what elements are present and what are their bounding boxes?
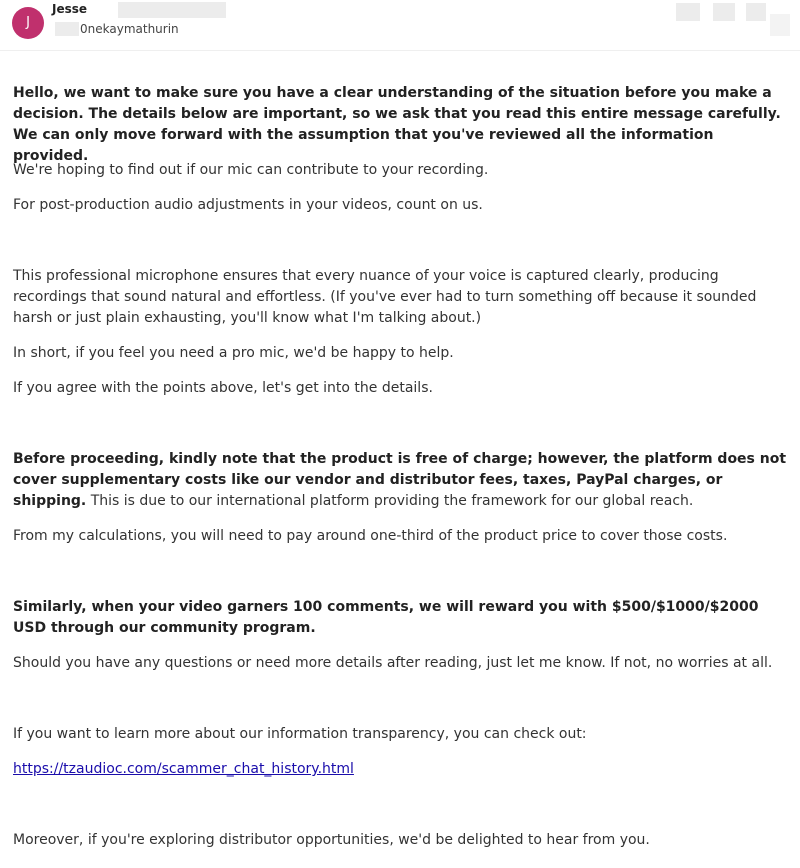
- paragraph-distributor: Moreover, if you're exploring distributor opportunities, we'd be delighted to hear from you.: [13, 832, 650, 848]
- proceed-rest-text: This is due to our international platform providing the framework for our global reach.: [86, 493, 694, 509]
- paragraph-professional: This professional microphone ensures that every nuance of your voice is captured clearly, producing recordings that sound natural and effortless. (If you've ever had to turn something off because it sounded harsh or just plain exhausting, you'll know what I'm talking about.): [13, 268, 757, 326]
- redacted-region: [713, 3, 735, 21]
- sender-handle[interactable]: 0nekaymathurin: [80, 22, 179, 36]
- paragraph-hoping: We're hoping to find out if our mic can contribute to your recording.: [13, 162, 489, 178]
- proceed-bold-text: Before proceeding, kindly note that the product is free of charge; however, the platform does not cover supplementary costs like our vendor and distributor fees, taxes, PayPal charges, or shipping.: [13, 451, 787, 509]
- redacted-region: [118, 2, 226, 18]
- redacted-region: [746, 3, 766, 21]
- paragraph-questions: Should you have any questions or need more details after reading, just let me know. If not, no worries at all.: [13, 655, 773, 671]
- paragraph-reward: Similarly, when your video garners 100 comments, we will reward you with $500/$1000/$2000 USD through our community program.: [13, 599, 759, 636]
- redacted-region: [55, 22, 79, 36]
- transparency-link[interactable]: https://tzaudioc.com/scammer_chat_history.html: [13, 761, 354, 777]
- avatar[interactable]: J: [12, 7, 44, 39]
- message-header: [0, 0, 800, 50]
- sender-name[interactable]: Jesse: [52, 2, 88, 16]
- paragraph-agree: If you agree with the points above, let's get into the details.: [13, 380, 433, 396]
- redacted-region: [770, 14, 790, 36]
- paragraph-calc: From my calculations, you will need to pay around one-third of the product price to cover those costs.: [13, 528, 728, 544]
- link-paragraph: [13, 759, 793, 780]
- paragraph-proceed: [13, 449, 793, 512]
- paragraph-transparency: If you want to learn more about our information transparency, you can check out:: [13, 726, 587, 742]
- paragraph-postproduction: For post-production audio adjustments in your videos, count on us.: [13, 197, 483, 213]
- intro-paragraph: Hello, we want to make sure you have a clear understanding of the situation before you make a decision. The details below are important, so we ask that you read this entire message carefully. We can only move forward with the assumption that you've reviewed all the information provided.: [13, 85, 781, 164]
- header-divider: [0, 50, 800, 51]
- paragraph-short: In short, if you feel you need a pro mic, we'd be happy to help.: [13, 345, 454, 361]
- redacted-region: [676, 3, 700, 21]
